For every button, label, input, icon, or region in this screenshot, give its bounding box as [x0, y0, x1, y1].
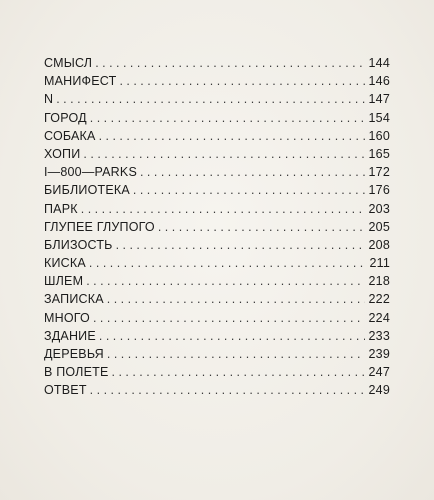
toc-entry-title: СМЫСЛ [44, 56, 93, 70]
toc-entry [44, 145, 390, 163]
toc-entry-title: КИСКА [44, 256, 86, 271]
toc-entry-title: СОБАКА [44, 128, 96, 143]
toc-entry-page: 208 [368, 237, 390, 252]
toc-entry [44, 290, 390, 308]
toc-leader-dots [99, 127, 365, 145]
toc-entry-page: 205 [368, 219, 390, 234]
toc-entry-title: ЗДАНИЕ [44, 328, 96, 343]
toc-entry-page: 176 [368, 183, 390, 198]
toc-leader-dots [116, 236, 365, 254]
table-of-contents [44, 54, 390, 400]
toc-entry-title: N [44, 92, 54, 107]
toc-leader-dots [93, 309, 365, 327]
toc-entry-title: I—800—PARKS [44, 165, 137, 180]
toc-entry-title: ГОРОД [44, 110, 87, 125]
toc-entry-page: 146 [368, 74, 390, 89]
toc-entry-title: ЗАПИСКА [44, 292, 104, 307]
toc-entry-page: 154 [368, 110, 390, 125]
toc-entry [44, 218, 390, 236]
toc-leader-dots [83, 145, 365, 163]
toc-entry [44, 363, 390, 381]
toc-entry-page: 218 [368, 274, 390, 289]
toc-entry-title: БИБЛИОТЕКА [44, 183, 130, 198]
toc-leader-dots [90, 381, 365, 399]
toc-entry [44, 127, 390, 145]
toc-entry-title: В ПОЛЕТЕ [44, 365, 109, 380]
toc-entry-page: 147 [368, 92, 390, 107]
toc-entry-page: 222 [368, 292, 390, 307]
toc-leader-dots [56, 90, 365, 108]
toc-entry [44, 236, 390, 254]
toc-entry-page: 224 [368, 310, 390, 325]
toc-entry-page: 165 [368, 146, 390, 161]
toc-entry [44, 200, 390, 218]
toc-entry-page: 203 [368, 201, 390, 216]
toc-entry-page: 247 [368, 365, 390, 380]
toc-entry-title: МНОГО [44, 310, 90, 325]
toc-entry-page: 239 [368, 347, 390, 361]
toc-entry [44, 90, 390, 108]
toc-leader-dots [86, 272, 365, 290]
toc-leader-dots [119, 72, 365, 90]
toc-entry-page: 233 [368, 328, 390, 343]
toc-entry-title: БЛИЗОСТЬ [44, 237, 113, 252]
toc-entry-title: ХОПИ [44, 146, 81, 161]
toc-entry [44, 327, 390, 345]
toc-leader-dots [107, 290, 365, 308]
toc-entry-title: ПАРК [44, 201, 78, 216]
toc-leader-dots [112, 363, 366, 381]
toc-leader-dots [95, 54, 365, 72]
toc-entry [44, 72, 390, 90]
toc-leader-dots [158, 218, 365, 236]
toc-leader-dots [107, 345, 365, 363]
toc-entry [44, 272, 390, 290]
toc-leader-dots [89, 254, 365, 272]
toc-entry-title: ГЛУПЕЕ ГЛУПОГО [44, 219, 155, 234]
toc-leader-dots [81, 200, 365, 218]
toc-entry-title: ШЛЕМ [44, 274, 84, 289]
toc-entry [44, 345, 390, 363]
toc-entry [44, 254, 390, 272]
toc-leader-dots [90, 109, 365, 127]
toc-entry [44, 54, 390, 72]
toc-entry-page: 144 [368, 56, 390, 70]
toc-leader-dots [99, 327, 365, 345]
toc-entry [44, 309, 390, 327]
toc-entry-page: 249 [368, 383, 390, 398]
toc-leader-dots [133, 181, 365, 199]
toc-entry [44, 109, 390, 127]
toc-entry-page: 172 [368, 165, 390, 180]
toc-entry [44, 163, 390, 181]
toc-leader-dots [140, 163, 365, 181]
toc-entry [44, 381, 390, 399]
toc-entry-page: 160 [368, 128, 390, 143]
toc-entry-title: ОТВЕТ [44, 383, 87, 398]
toc-entry-page: 211 [369, 256, 390, 271]
toc-entry-title: ДЕРЕВЬЯ [44, 347, 104, 361]
toc-entry-title: МАНИФЕСТ [44, 74, 117, 89]
toc-entry [44, 181, 390, 199]
